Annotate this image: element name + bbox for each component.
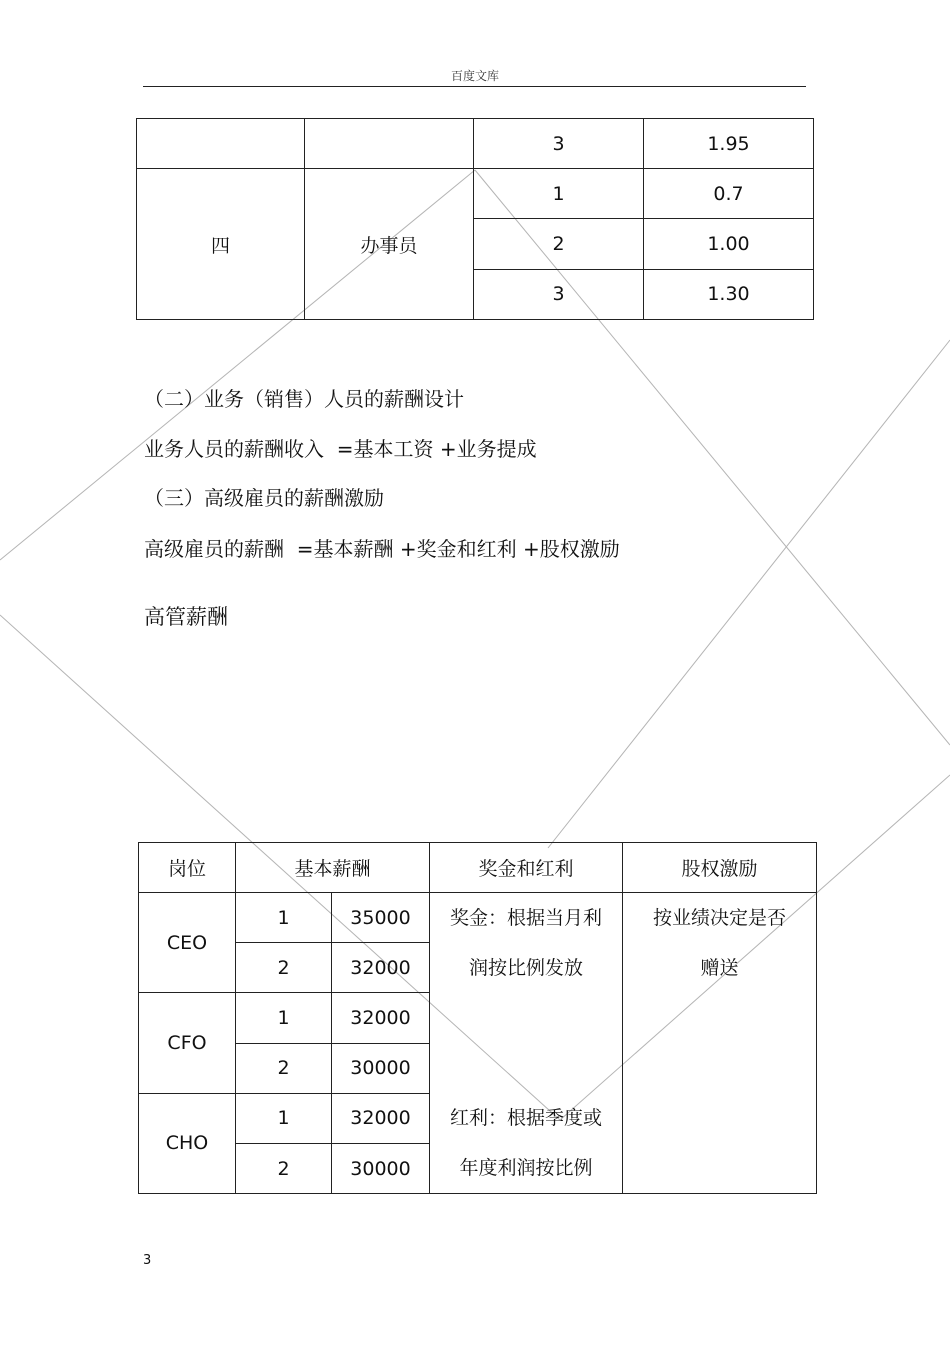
level-cell: 3 xyxy=(474,269,644,319)
level-cell: 2 xyxy=(236,1043,332,1093)
dividend-line: 年度利润按比例 xyxy=(459,1157,593,1179)
coefficient-cell: 1.00 xyxy=(644,219,814,269)
level-cell: 2 xyxy=(236,943,332,993)
salary-cell: 32000 xyxy=(332,943,430,993)
equity-line: 赠送 xyxy=(700,957,739,979)
bonus-line: 奖金：根据当月利 xyxy=(450,907,603,929)
salary-cell: 30000 xyxy=(332,1144,430,1194)
section-2-heading: （二）业务（销售）人员的薪酬设计 xyxy=(144,387,464,411)
executive-pay-title: 高管薪酬 xyxy=(144,605,228,629)
level-cell: 2 xyxy=(236,1144,332,1194)
header-position: 岗位 xyxy=(139,843,236,893)
level-cell: 1 xyxy=(236,993,332,1044)
role-cell: CHO xyxy=(139,1093,236,1194)
grade-cell-empty xyxy=(137,119,305,169)
level-cell: 1 xyxy=(474,169,644,219)
table-header-row xyxy=(139,843,817,893)
table-row xyxy=(137,119,814,169)
section-3-formula: 高级雇员的薪酬 =基本薪酬 +奖金和红利 +股权激励 xyxy=(144,537,620,561)
salary-cell: 32000 xyxy=(332,993,430,1044)
header-bonus: 奖金和红利 xyxy=(430,843,623,893)
level-cell: 1 xyxy=(236,893,332,943)
salary-cell: 30000 xyxy=(332,1043,430,1093)
table-row xyxy=(139,893,817,943)
equity-description xyxy=(623,893,817,1194)
grade-cell: 四 xyxy=(137,169,305,320)
header-divider xyxy=(143,86,806,87)
executive-pay-table xyxy=(138,842,817,1194)
level-cell: 3 xyxy=(474,119,644,169)
table-row xyxy=(137,169,814,219)
section-2-formula: 业务人员的薪酬收入 =基本工资 +业务提成 xyxy=(144,437,537,461)
equity-line: 按业绩决定是否 xyxy=(653,907,787,929)
salary-cell: 35000 xyxy=(332,893,430,943)
level-cell: 2 xyxy=(474,219,644,269)
coefficient-cell: 1.95 xyxy=(644,119,814,169)
position-cell-empty xyxy=(305,119,474,169)
bonus-spacer xyxy=(438,993,614,1093)
header-equity: 股权激励 xyxy=(623,843,817,893)
page-header-title: 百度文库 xyxy=(450,69,499,83)
position-cell: 办事员 xyxy=(305,169,474,320)
grade-coefficient-table xyxy=(136,118,814,320)
role-cell: CEO xyxy=(139,893,236,993)
section-3-heading: （三）高级雇员的薪酬激励 xyxy=(144,486,384,510)
role-cell: CFO xyxy=(139,993,236,1094)
header-base-salary: 基本薪酬 xyxy=(236,843,430,893)
bonus-line: 润按比例发放 xyxy=(469,957,584,979)
coefficient-cell: 0.7 xyxy=(644,169,814,219)
salary-cell: 32000 xyxy=(332,1093,430,1144)
page-number: 3 xyxy=(143,1253,152,1268)
bonus-description xyxy=(430,893,623,1194)
dividend-line: 红利：根据季度或 xyxy=(450,1107,603,1129)
coefficient-cell: 1.30 xyxy=(644,269,814,319)
level-cell: 1 xyxy=(236,1093,332,1144)
